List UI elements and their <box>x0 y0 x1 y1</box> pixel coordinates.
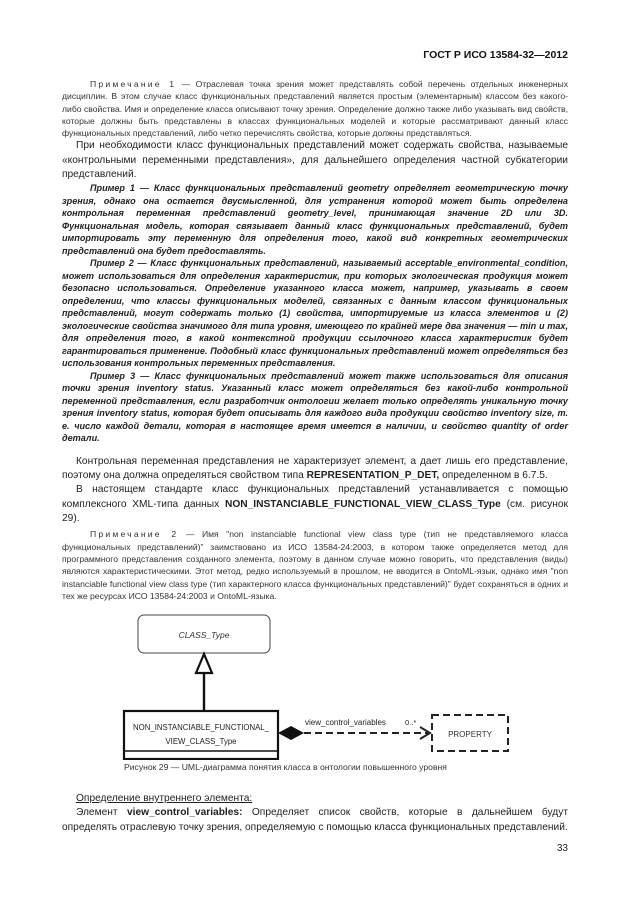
class-label-line1: NON_INSTANCIABLE_FUNCTIONAL_ <box>133 723 269 733</box>
example-1: Пример 1 — Класс функциональных представлений geometry определяет геометрическую точку зрения, однако она остается двусмысленной, для устранения которой может быть определена контрольная переменная представлений geometry_level, принимающая значение 2D или 3D. Функциональная модель, которая связывает данный класс функциональных представлений, будет импортировать эту переменную для определения того, какой вид конкретных геометрических представлений она будет предоставлять. <box>62 183 568 256</box>
text: В настоящем стандарте класс функциональных представлений устанавливается с помощью комплексного XML-типа данных <box>62 484 568 510</box>
document-header: ГОСТ Р ИСО 13584-32—2012 <box>423 49 568 61</box>
type-name: REPRESENTATION_P_DET, <box>306 470 440 482</box>
note-2 <box>62 528 568 602</box>
definition-heading <box>62 792 568 806</box>
association-label: view_control_variables <box>305 718 386 728</box>
figure-caption: Рисунок 29 — UML-диаграмма понятия класса в онтологии повышенного уровня <box>124 762 447 773</box>
uml-diagram <box>0 608 630 760</box>
text: Контрольная переменная представления не характеризует элемент, а дает лишь его представление, поэтому она должна определяться свойством типа <box>62 455 568 482</box>
note-1 <box>62 78 568 139</box>
multiplicity-label: 0..* <box>405 718 417 728</box>
paragraph-2 <box>62 455 568 484</box>
composition-diamond-icon <box>278 726 304 740</box>
class-label-line2: VIEW_CLASS_Type <box>165 737 237 747</box>
note-label: Примечание 2 <box>90 529 179 540</box>
heading-text: Определение внутреннего элемента: <box>76 793 253 805</box>
paragraph-3 <box>62 483 568 526</box>
page-content <box>62 78 568 854</box>
example-3: Пример 3 — Класс функциональных представлений может также использоваться для описания точки зрения inventory status. Указанный класс может определяться без какой-либо контрольной переменной представления, если разработчик онтологии желает только определять уникальную точку зрения inventory status, которая будет описывать для каждого вида продукции свойство inventory size, т. е. число каждой детали, которая в настоящее время имеется в наличии, и свойство quantity of order детали. <box>62 370 568 444</box>
element-name: view_control_variables: <box>126 807 243 819</box>
text: определенном в 6.7.5. <box>439 470 548 482</box>
note-text: — Имя "non instanciable functional view class type (тип не представляемого класса функциональных представлений)" заимствовано из ИСО 13584-24:2003, в котором также определяется метод для программного представления созданного элемента, поэтому в данном случае можно говорить, что представления (виды) являются характеристическими. Этот метод, редко используемый в прошлом, не вводится в OntoML-язык, однако имя "non instanciable functional view class type (тип характерного класса функциональных представлений)" будет сохраняться в одних и тех же ресурсах ИСО 13584-24:2003 и OntoML-языка. <box>62 529 569 601</box>
note-text: — Отраслевая точка зрения может представлять собой перечень отдельных инженерных дисциплин. В этом случае класс функциональных представлений является простым (элементарным) классом без какого-либо свойства. Имя и определение класса описывают точку зрения. Определение должно также либо указывать вид свойств, которые должны быть представлены в классах функциональных моделей и которые рассматривают данный класс функциональных представлений, либо четко перечислять свойства, которые должны представляться. <box>62 79 568 139</box>
page-number: 33 <box>556 843 568 855</box>
text: (см. рисунок 29). <box>62 498 568 525</box>
paragraph-1: При необходимости класс функциональных представлений может содержать свойства, называемые «контрольными переменными представления», для дальнейшего определения частной субкатегории представлений. <box>62 140 568 181</box>
example-2: Пример 2 — Класс функциональных представлений, называемый acceptable_environmental_condition, может использоваться для определения характеристик, при которых экологическая продукция может безопасно использоваться. Определение указанного класса может, например, указывать в своем определении, что классы функциональных моделей, связанных с данным классом функциональных представлений, могут содержать только (1) свойства, импортируемые из класса элементов и (2) экологические свойства значимого для типа уровня, имеющего по крайней мере два значения — min и max, для определения того, в какой контекстной продукции ссылочного класса характеристик будет гарантироваться применение. Подобный класс функциональных представлений может определяться без использования контрольных переменных представления. <box>62 258 568 369</box>
definition-paragraph <box>62 806 568 835</box>
type-name: NON_INSTANCIABLE_FUNCTIONAL_VIEW_CLASS_Type <box>224 498 501 510</box>
generalization-arrow-icon <box>196 654 212 673</box>
text: Определяет список свойств, которые в дальнейшем будут определять отраслевую точку зрения, определяемую с помощью класса функциональных представлений. <box>62 807 568 833</box>
note-label: Примечание 1 <box>90 79 177 89</box>
text: Элемент <box>76 807 127 819</box>
class-box <box>124 711 278 759</box>
superclass-label: CLASS_Type <box>178 630 230 641</box>
property-label: PROPERTY <box>448 730 492 740</box>
